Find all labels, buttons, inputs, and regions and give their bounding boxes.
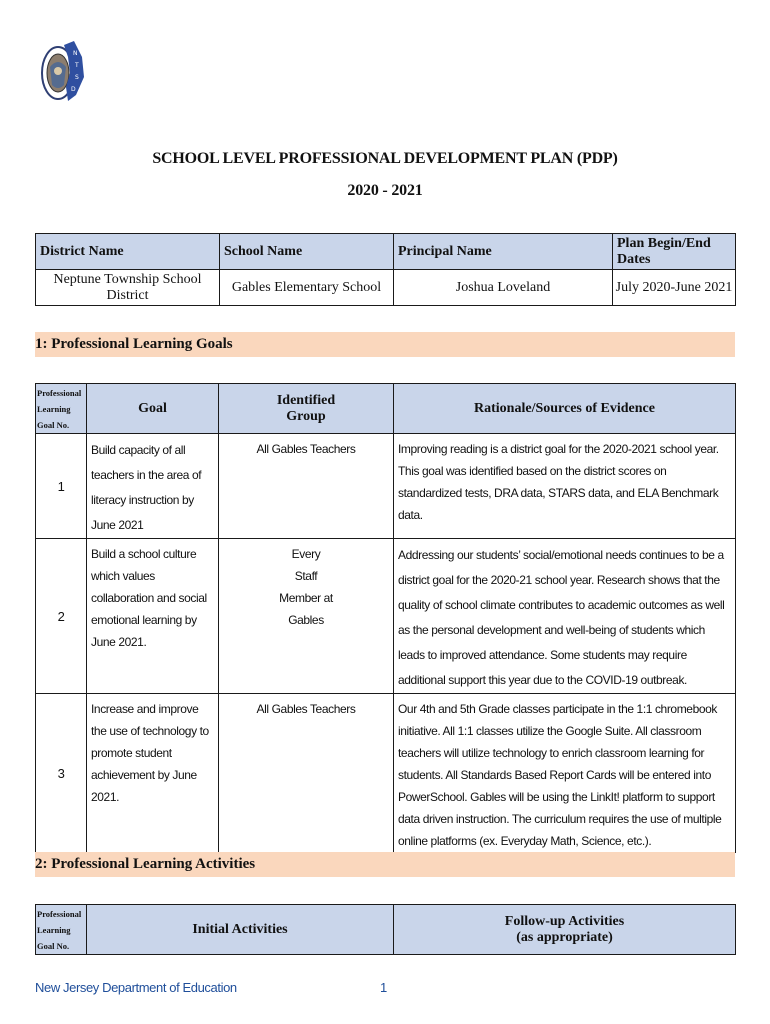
district-name-value: Neptune Township School District (36, 270, 220, 306)
school-name-header: School Name (220, 234, 394, 270)
goal-number: 1 (36, 434, 87, 539)
district-seal-logo (40, 37, 86, 105)
learning-goals-table (35, 383, 736, 853)
activities-goal-no-header: Professional Learning Goal No. (36, 905, 87, 955)
school-name-value: Gables Elementary School (220, 270, 394, 306)
followup-header-line1: Follow-up Activities (504, 913, 625, 929)
rationale-header: Rationale/Sources of Evidence (394, 384, 736, 434)
identified-group: All Gables Teachers (219, 694, 394, 853)
activities-header-row (36, 905, 736, 955)
learning-activities-table (35, 904, 736, 955)
info-header-row (36, 234, 736, 270)
svg-text:T: T (75, 62, 79, 69)
table-row (36, 434, 736, 539)
table-row (36, 694, 736, 853)
goal-number: 2 (36, 539, 87, 694)
initial-activities-header: Initial Activities (87, 905, 394, 955)
identified-group-header-line1: Identified (276, 392, 336, 408)
rationale-text: Addressing our students’ social/emotional needs continues to be a district goal for the 2020-21 school year. Research shows that the quality of school climate contributes to academic outcomes as well as the personal development and well-being of students which leads to improved attendance. Some students may require additional support this year due to the COVID-19 outbreak. (394, 539, 736, 694)
goal-text: Build capacity of all teachers in the area of literacy instruction by June 2021 (87, 434, 219, 539)
principal-name-value: Joshua Loveland (394, 270, 613, 306)
section-1-title: 1: Professional Learning Goals (35, 336, 233, 352)
page-number: 1 (380, 980, 388, 995)
svg-text:N: N (73, 50, 78, 57)
followup-activities-header (394, 905, 736, 955)
identified-group-header-line2: Group (286, 408, 326, 424)
section-1-heading (35, 332, 735, 357)
svg-text:D: D (71, 86, 76, 93)
school-info-table (35, 233, 736, 306)
rationale-text: Our 4th and 5th Grade classes participate in the 1:1 chromebook initiative. All 1:1 classes utilize the Google Suite. All classroom teachers will utilize technology to enrich classroom learning for students. All Standards Based Report Cards will be entered into PowerSchool. Gables will be using the LinkIt! platform to support data driven instruction. The curriculum requires the use of multiple online platforms (ex. Everyday Math, Science, etc.). (394, 694, 736, 853)
document-year: 2020 - 2021 (347, 182, 423, 199)
district-name-header: District Name (36, 234, 220, 270)
principal-name-header: Principal Name (394, 234, 613, 270)
plan-dates-value: July 2020-June 2021 (613, 270, 736, 306)
section-2-title: 2: Professional Learning Activities (35, 856, 256, 872)
table-row (36, 539, 736, 694)
identified-group: Every Staff Member at Gables (219, 539, 394, 694)
goal-text: Increase and improve the use of technology to promote student achievement by June 2021. (87, 694, 219, 853)
goals-header-row (36, 384, 736, 434)
footer-organization: New Jersey Department of Education (35, 980, 237, 995)
goal-no-header: Professional Learning Goal No. (36, 384, 87, 434)
identified-group: All Gables Teachers (219, 434, 394, 539)
rationale-text: Improving reading is a district goal for the 2020-2021 school year. This goal was identified based on the district scores on standardized tests, DRA data, STARS data, and ELA Benchmark data. (394, 434, 736, 539)
svg-text:S: S (75, 74, 79, 81)
identified-group-header (219, 384, 394, 434)
info-value-row (36, 270, 736, 306)
document-title: SCHOOL LEVEL PROFESSIONAL DEVELOPMENT PLAN (PDP) (152, 150, 618, 167)
goal-number: 3 (36, 694, 87, 853)
goal-text: Build a school culture which values collaboration and social emotional learning by June 2021. (87, 539, 219, 694)
plan-dates-header: Plan Begin/End Dates (613, 234, 736, 270)
goal-header: Goal (87, 384, 219, 434)
followup-header-line2: (as appropriate) (516, 929, 613, 945)
section-2-heading (35, 852, 735, 877)
